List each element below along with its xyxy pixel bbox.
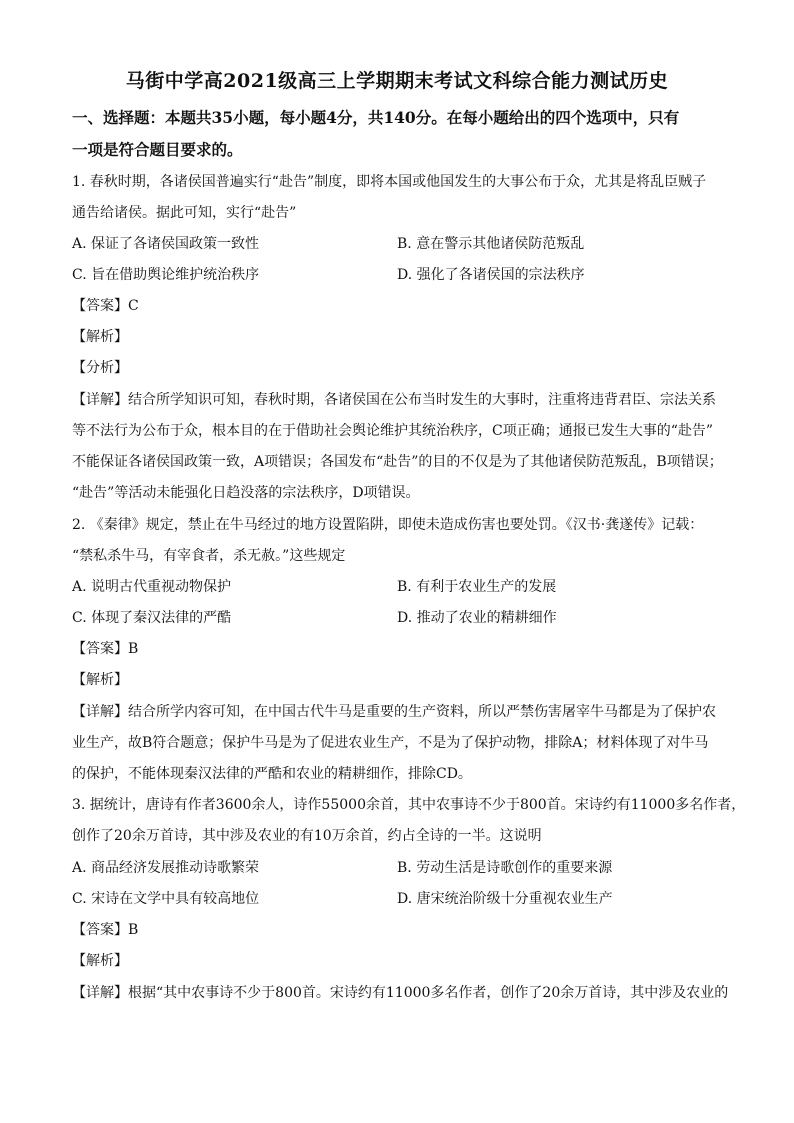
q1-detail-line3: 不能保证各诸侯国政策一致，A项错误；各国发布“赴告”的目的不仅是为了其他诸侯防范叛乱，B项错误； xyxy=(72,454,723,470)
q1-option-b: B. 意在警示其他诸侯防范叛乱 xyxy=(397,236,585,252)
q2-analysis-label: 【解析】 xyxy=(72,672,128,688)
q1-option-d: D. 强化了各诸侯国的宗法秩序 xyxy=(397,267,585,283)
q1-option-c: C. 旨在借助舆论维护统治秩序 xyxy=(72,267,260,283)
q3-stem-line1: 3. 据统计，唐诗有作者3600余人，诗作55000余首，其中农事诗不少于800首。宋诗约有11000多名作者， xyxy=(72,797,746,813)
q2-answer: 【答案】B xyxy=(72,641,139,657)
q2-option-c: C. 体现了秦汉法律的严酷 xyxy=(72,610,232,626)
q3-option-d: D. 唐宋统治阶级十分重视农业生产 xyxy=(397,891,613,907)
q3-detail-line1: 【详解】根据“其中农事诗不少于800首。宋诗约有11000多名作者，创作了20余万首诗，其中涉及农业的 xyxy=(72,985,729,1001)
q1-stem-line1: 1. 春秋时期，各诸侯国普遍实行“赴告”制度，即将本国或他国发生的大事公布于众，尤其是将乱臣贼子 xyxy=(72,174,707,190)
q3-option-a: A. 商品经济发展推动诗歌繁荣 xyxy=(72,860,260,876)
q1-analysis-label: 【解析】 xyxy=(72,329,128,345)
q1-detail-line2: 等不法行为公布于众，根本目的在于借助社会舆论维护其统治秩序，C项正确；通报已发生大事的“赴告” xyxy=(72,423,714,439)
q2-detail-line3: 的保护，不能体现秦汉法律的严酷和农业的精耕细作，排除CD。 xyxy=(72,766,472,782)
q3-option-c: C. 宋诗在文学中具有较高地位 xyxy=(72,891,260,907)
document-title: 马街中学高2021级高三上学期期末考试文科综合能力测试历史 xyxy=(125,70,669,92)
q1-fenxi-label: 【分析】 xyxy=(72,360,128,376)
q2-detail-line2: 业生产，故B符合题意；保护牛马是为了促进农业生产，不是为了保护动物，排除A；材料体现了对牛马 xyxy=(72,735,709,751)
q1-detail-line4: “赴告”等活动未能强化日趋没落的宗法秩序，D项错误。 xyxy=(72,485,420,501)
section-heading-line2: 一项是符合题目要求的。 xyxy=(72,140,243,159)
q1-option-a: A. 保证了各诸侯国政策一致性 xyxy=(72,236,260,252)
q3-answer: 【答案】B xyxy=(72,922,139,938)
q2-option-b: B. 有利于农业生产的发展 xyxy=(397,579,557,595)
q1-answer: 【答案】C xyxy=(72,298,139,314)
q1-stem-line2: 通告给诸侯。据此可知，实行“赴告” xyxy=(72,205,297,221)
q3-analysis-label: 【解析】 xyxy=(72,953,128,969)
q2-stem-line1: 2. 《秦律》规定，禁止在牛马经过的地方设置陷阱，即使未造成伤害也要处罚。《汉书·龚遂传》记载： xyxy=(72,517,704,533)
q2-stem-line2: “禁私杀牛马，有宰食者，杀无赦。”这些规定 xyxy=(72,548,346,564)
q2-detail-line1: 【详解】结合所学内容可知，在中国古代牛马是重要的生产资料，所以严禁伤害屠宰牛马都是为了保护农 xyxy=(72,704,716,720)
q3-stem-line2: 创作了20余万首诗，其中涉及农业的有10万余首，约占全诗的一半。这说明 xyxy=(72,828,542,844)
q2-option-a: A. 说明古代重视动物保护 xyxy=(72,579,232,595)
q1-detail-line1: 【详解】结合所学知识可知，春秋时期，各诸侯国在公布当时发生的大事时，注重将违背君臣、宗法关系 xyxy=(72,392,716,408)
q2-option-d: D. 推动了农业的精耕细作 xyxy=(397,610,557,626)
q3-option-b: B. 劳动生活是诗歌创作的重要来源 xyxy=(397,860,613,876)
section-heading-line1: 一、选择题：本题共35小题，每小题4分，共140分。在每小题给出的四个选项中，只有 xyxy=(72,108,680,127)
